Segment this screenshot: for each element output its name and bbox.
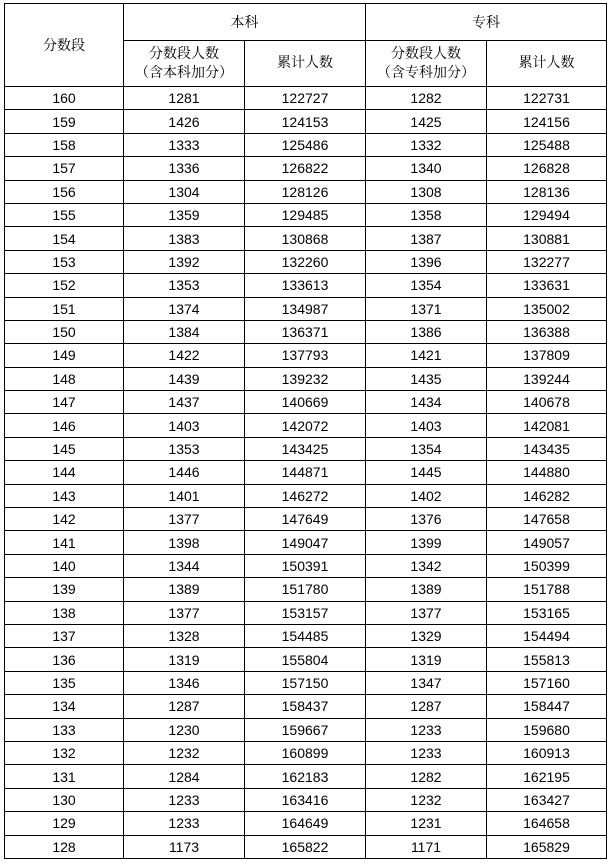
cell-score: 136 — [5, 648, 124, 671]
cell-undergraduate-cumulative: 130868 — [245, 227, 366, 250]
cell-score: 158 — [5, 133, 124, 156]
cell-undergraduate-count: 1389 — [124, 578, 245, 601]
cell-junior-college-cumulative: 153165 — [487, 601, 607, 624]
cell-junior-college-count: 1403 — [366, 414, 487, 437]
cell-score: 147 — [5, 391, 124, 414]
cell-undergraduate-count: 1304 — [124, 180, 245, 203]
cell-score: 159 — [5, 110, 124, 133]
cell-undergraduate-count: 1403 — [124, 414, 245, 437]
cell-undergraduate-count: 1230 — [124, 718, 245, 741]
cell-score: 137 — [5, 624, 124, 647]
cell-undergraduate-count: 1439 — [124, 367, 245, 390]
table-row — [5, 297, 607, 320]
cell-junior-college-count: 1287 — [366, 695, 487, 718]
header-undergraduate-cumulative: 累计人数 — [245, 41, 366, 87]
cell-junior-college-count: 1376 — [366, 508, 487, 531]
cell-undergraduate-cumulative: 143425 — [245, 437, 366, 460]
cell-junior-college-count: 1332 — [366, 133, 487, 156]
cell-undergraduate-cumulative: 134987 — [245, 297, 366, 320]
table-row — [5, 250, 607, 273]
table-row — [5, 508, 607, 531]
cell-score: 133 — [5, 718, 124, 741]
table-row — [5, 788, 607, 811]
cell-undergraduate-count: 1377 — [124, 601, 245, 624]
table-row — [5, 320, 607, 343]
cell-junior-college-count: 1402 — [366, 484, 487, 507]
cell-undergraduate-cumulative: 124153 — [245, 110, 366, 133]
cell-undergraduate-cumulative: 162183 — [245, 765, 366, 788]
cell-junior-college-count: 1354 — [366, 274, 487, 297]
cell-junior-college-cumulative: 147658 — [487, 508, 607, 531]
table-row — [5, 578, 607, 601]
cell-junior-college-count: 1435 — [366, 367, 487, 390]
cell-junior-college-cumulative: 162195 — [487, 765, 607, 788]
cell-score: 129 — [5, 812, 124, 835]
table-row — [5, 391, 607, 414]
cell-undergraduate-count: 1398 — [124, 531, 245, 554]
cell-undergraduate-cumulative: 150391 — [245, 554, 366, 577]
cell-junior-college-cumulative: 130881 — [487, 227, 607, 250]
cell-score: 143 — [5, 484, 124, 507]
cell-junior-college-cumulative: 135002 — [487, 297, 607, 320]
cell-undergraduate-cumulative: 128126 — [245, 180, 366, 203]
cell-undergraduate-count: 1426 — [124, 110, 245, 133]
cell-undergraduate-count: 1374 — [124, 297, 245, 320]
cell-undergraduate-count: 1233 — [124, 812, 245, 835]
cell-junior-college-cumulative: 165829 — [487, 835, 607, 858]
score-distribution-table — [4, 3, 607, 859]
header-junior-college-cumulative: 累计人数 — [487, 41, 607, 87]
cell-score: 149 — [5, 344, 124, 367]
cell-junior-college-cumulative: 154494 — [487, 624, 607, 647]
table-row — [5, 554, 607, 577]
cell-junior-college-cumulative: 160913 — [487, 741, 607, 764]
cell-junior-college-count: 1342 — [366, 554, 487, 577]
table-row — [5, 87, 607, 110]
header-group-junior-college: 专科 — [366, 4, 607, 41]
cell-junior-college-count: 1387 — [366, 227, 487, 250]
header-junior-college-count — [366, 41, 487, 87]
cell-undergraduate-cumulative: 154485 — [245, 624, 366, 647]
cell-junior-college-cumulative: 125488 — [487, 133, 607, 156]
table-row — [5, 741, 607, 764]
cell-junior-college-cumulative: 144880 — [487, 461, 607, 484]
cell-junior-college-cumulative: 149057 — [487, 531, 607, 554]
cell-undergraduate-count: 1392 — [124, 250, 245, 273]
cell-undergraduate-count: 1232 — [124, 741, 245, 764]
cell-undergraduate-count: 1383 — [124, 227, 245, 250]
table-row — [5, 133, 607, 156]
table-row — [5, 437, 607, 460]
cell-undergraduate-count: 1287 — [124, 695, 245, 718]
table-header — [5, 4, 607, 87]
cell-junior-college-count: 1329 — [366, 624, 487, 647]
cell-junior-college-count: 1421 — [366, 344, 487, 367]
cell-undergraduate-cumulative: 133613 — [245, 274, 366, 297]
table-row — [5, 812, 607, 835]
cell-junior-college-count: 1445 — [366, 461, 487, 484]
cell-score: 132 — [5, 741, 124, 764]
table-row — [5, 671, 607, 694]
cell-undergraduate-count: 1353 — [124, 274, 245, 297]
cell-junior-college-count: 1308 — [366, 180, 487, 203]
cell-score: 145 — [5, 437, 124, 460]
cell-score: 151 — [5, 297, 124, 320]
cell-junior-college-count: 1233 — [366, 741, 487, 764]
cell-score: 153 — [5, 250, 124, 273]
header-undergraduate-count — [124, 41, 245, 87]
cell-undergraduate-cumulative: 144871 — [245, 461, 366, 484]
cell-undergraduate-cumulative: 126822 — [245, 157, 366, 180]
table-row — [5, 461, 607, 484]
cell-undergraduate-count: 1284 — [124, 765, 245, 788]
cell-score: 144 — [5, 461, 124, 484]
cell-undergraduate-count: 1173 — [124, 835, 245, 858]
table-row — [5, 414, 607, 437]
cell-junior-college-cumulative: 137809 — [487, 344, 607, 367]
cell-junior-college-cumulative: 129494 — [487, 203, 607, 226]
cell-score: 155 — [5, 203, 124, 226]
cell-junior-college-count: 1340 — [366, 157, 487, 180]
table-row — [5, 367, 607, 390]
cell-undergraduate-cumulative: 137793 — [245, 344, 366, 367]
cell-undergraduate-cumulative: 147649 — [245, 508, 366, 531]
cell-junior-college-cumulative: 150399 — [487, 554, 607, 577]
cell-score: 156 — [5, 180, 124, 203]
cell-junior-college-count: 1389 — [366, 578, 487, 601]
table-row — [5, 227, 607, 250]
cell-junior-college-cumulative: 142081 — [487, 414, 607, 437]
cell-score: 146 — [5, 414, 124, 437]
table-row — [5, 274, 607, 297]
cell-junior-college-count: 1396 — [366, 250, 487, 273]
table-row — [5, 531, 607, 554]
cell-undergraduate-cumulative: 149047 — [245, 531, 366, 554]
cell-undergraduate-count: 1344 — [124, 554, 245, 577]
cell-score: 152 — [5, 274, 124, 297]
cell-undergraduate-count: 1336 — [124, 157, 245, 180]
cell-undergraduate-count: 1346 — [124, 671, 245, 694]
header-undergraduate-count-line2: （含本科加分） — [135, 64, 233, 81]
cell-score: 128 — [5, 835, 124, 858]
cell-junior-college-cumulative: 122731 — [487, 87, 607, 110]
header-undergraduate-count-line1: 分数段人数 — [149, 45, 219, 62]
cell-undergraduate-cumulative: 159667 — [245, 718, 366, 741]
cell-undergraduate-cumulative: 153157 — [245, 601, 366, 624]
cell-junior-college-count: 1232 — [366, 788, 487, 811]
cell-undergraduate-cumulative: 160899 — [245, 741, 366, 764]
cell-junior-college-count: 1233 — [366, 718, 487, 741]
header-junior-college-count-line2: （含专科加分） — [377, 64, 475, 81]
cell-undergraduate-cumulative: 139232 — [245, 367, 366, 390]
table-row — [5, 157, 607, 180]
cell-undergraduate-count: 1401 — [124, 484, 245, 507]
cell-score: 140 — [5, 554, 124, 577]
cell-undergraduate-count: 1281 — [124, 87, 245, 110]
cell-undergraduate-cumulative: 164649 — [245, 812, 366, 835]
cell-junior-college-count: 1371 — [366, 297, 487, 320]
cell-junior-college-count: 1171 — [366, 835, 487, 858]
cell-junior-college-count: 1399 — [366, 531, 487, 554]
cell-score: 154 — [5, 227, 124, 250]
cell-undergraduate-count: 1377 — [124, 508, 245, 531]
header-junior-college-count-line1: 分数段人数 — [391, 45, 461, 62]
cell-junior-college-cumulative: 136388 — [487, 320, 607, 343]
cell-score: 135 — [5, 671, 124, 694]
cell-undergraduate-cumulative: 129485 — [245, 203, 366, 226]
cell-undergraduate-cumulative: 165822 — [245, 835, 366, 858]
table-row — [5, 180, 607, 203]
table-row — [5, 695, 607, 718]
table-row — [5, 648, 607, 671]
cell-junior-college-cumulative: 128136 — [487, 180, 607, 203]
cell-undergraduate-cumulative: 146272 — [245, 484, 366, 507]
cell-score: 142 — [5, 508, 124, 531]
cell-undergraduate-count: 1328 — [124, 624, 245, 647]
cell-score: 160 — [5, 87, 124, 110]
cell-junior-college-count: 1354 — [366, 437, 487, 460]
cell-score: 157 — [5, 157, 124, 180]
cell-undergraduate-cumulative: 122727 — [245, 87, 366, 110]
cell-undergraduate-count: 1359 — [124, 203, 245, 226]
cell-junior-college-cumulative: 133631 — [487, 274, 607, 297]
table-row — [5, 765, 607, 788]
table-row — [5, 835, 607, 858]
cell-undergraduate-count: 1333 — [124, 133, 245, 156]
cell-score: 131 — [5, 765, 124, 788]
cell-junior-college-count: 1377 — [366, 601, 487, 624]
cell-junior-college-cumulative: 124156 — [487, 110, 607, 133]
cell-score: 148 — [5, 367, 124, 390]
table-row — [5, 203, 607, 226]
table-body — [5, 87, 607, 859]
cell-undergraduate-count: 1446 — [124, 461, 245, 484]
cell-junior-college-cumulative: 158447 — [487, 695, 607, 718]
cell-junior-college-count: 1425 — [366, 110, 487, 133]
table-row — [5, 110, 607, 133]
cell-undergraduate-cumulative: 140669 — [245, 391, 366, 414]
header-score: 分数段 — [5, 4, 124, 87]
cell-undergraduate-cumulative: 163416 — [245, 788, 366, 811]
cell-score: 150 — [5, 320, 124, 343]
table-row — [5, 601, 607, 624]
table-row — [5, 344, 607, 367]
cell-junior-college-cumulative: 159680 — [487, 718, 607, 741]
cell-undergraduate-count: 1384 — [124, 320, 245, 343]
cell-undergraduate-cumulative: 155804 — [245, 648, 366, 671]
cell-junior-college-cumulative: 151788 — [487, 578, 607, 601]
cell-junior-college-cumulative: 155813 — [487, 648, 607, 671]
cell-junior-college-cumulative: 139244 — [487, 367, 607, 390]
table-row — [5, 484, 607, 507]
cell-score: 134 — [5, 695, 124, 718]
cell-junior-college-count: 1282 — [366, 87, 487, 110]
cell-junior-college-cumulative: 143435 — [487, 437, 607, 460]
table-row — [5, 624, 607, 647]
cell-undergraduate-count: 1437 — [124, 391, 245, 414]
cell-junior-college-cumulative: 164658 — [487, 812, 607, 835]
header-group-undergraduate: 本科 — [124, 4, 366, 41]
cell-junior-college-cumulative: 146282 — [487, 484, 607, 507]
cell-undergraduate-cumulative: 158437 — [245, 695, 366, 718]
cell-undergraduate-count: 1233 — [124, 788, 245, 811]
cell-junior-college-count: 1358 — [366, 203, 487, 226]
cell-undergraduate-cumulative: 151780 — [245, 578, 366, 601]
cell-undergraduate-cumulative: 132260 — [245, 250, 366, 273]
cell-junior-college-cumulative: 126828 — [487, 157, 607, 180]
cell-junior-college-cumulative: 140678 — [487, 391, 607, 414]
cell-junior-college-count: 1434 — [366, 391, 487, 414]
cell-score: 139 — [5, 578, 124, 601]
cell-junior-college-count: 1231 — [366, 812, 487, 835]
cell-junior-college-count: 1319 — [366, 648, 487, 671]
cell-junior-college-cumulative: 163427 — [487, 788, 607, 811]
cell-undergraduate-count: 1353 — [124, 437, 245, 460]
cell-junior-college-cumulative: 132277 — [487, 250, 607, 273]
cell-score: 138 — [5, 601, 124, 624]
cell-undergraduate-cumulative: 136371 — [245, 320, 366, 343]
cell-junior-college-count: 1386 — [366, 320, 487, 343]
cell-score: 141 — [5, 531, 124, 554]
cell-undergraduate-count: 1319 — [124, 648, 245, 671]
cell-undergraduate-cumulative: 157150 — [245, 671, 366, 694]
cell-undergraduate-cumulative: 142072 — [245, 414, 366, 437]
cell-junior-college-count: 1282 — [366, 765, 487, 788]
cell-undergraduate-count: 1422 — [124, 344, 245, 367]
cell-score: 130 — [5, 788, 124, 811]
cell-undergraduate-cumulative: 125486 — [245, 133, 366, 156]
table-row — [5, 718, 607, 741]
cell-junior-college-count: 1347 — [366, 671, 487, 694]
cell-junior-college-cumulative: 157160 — [487, 671, 607, 694]
